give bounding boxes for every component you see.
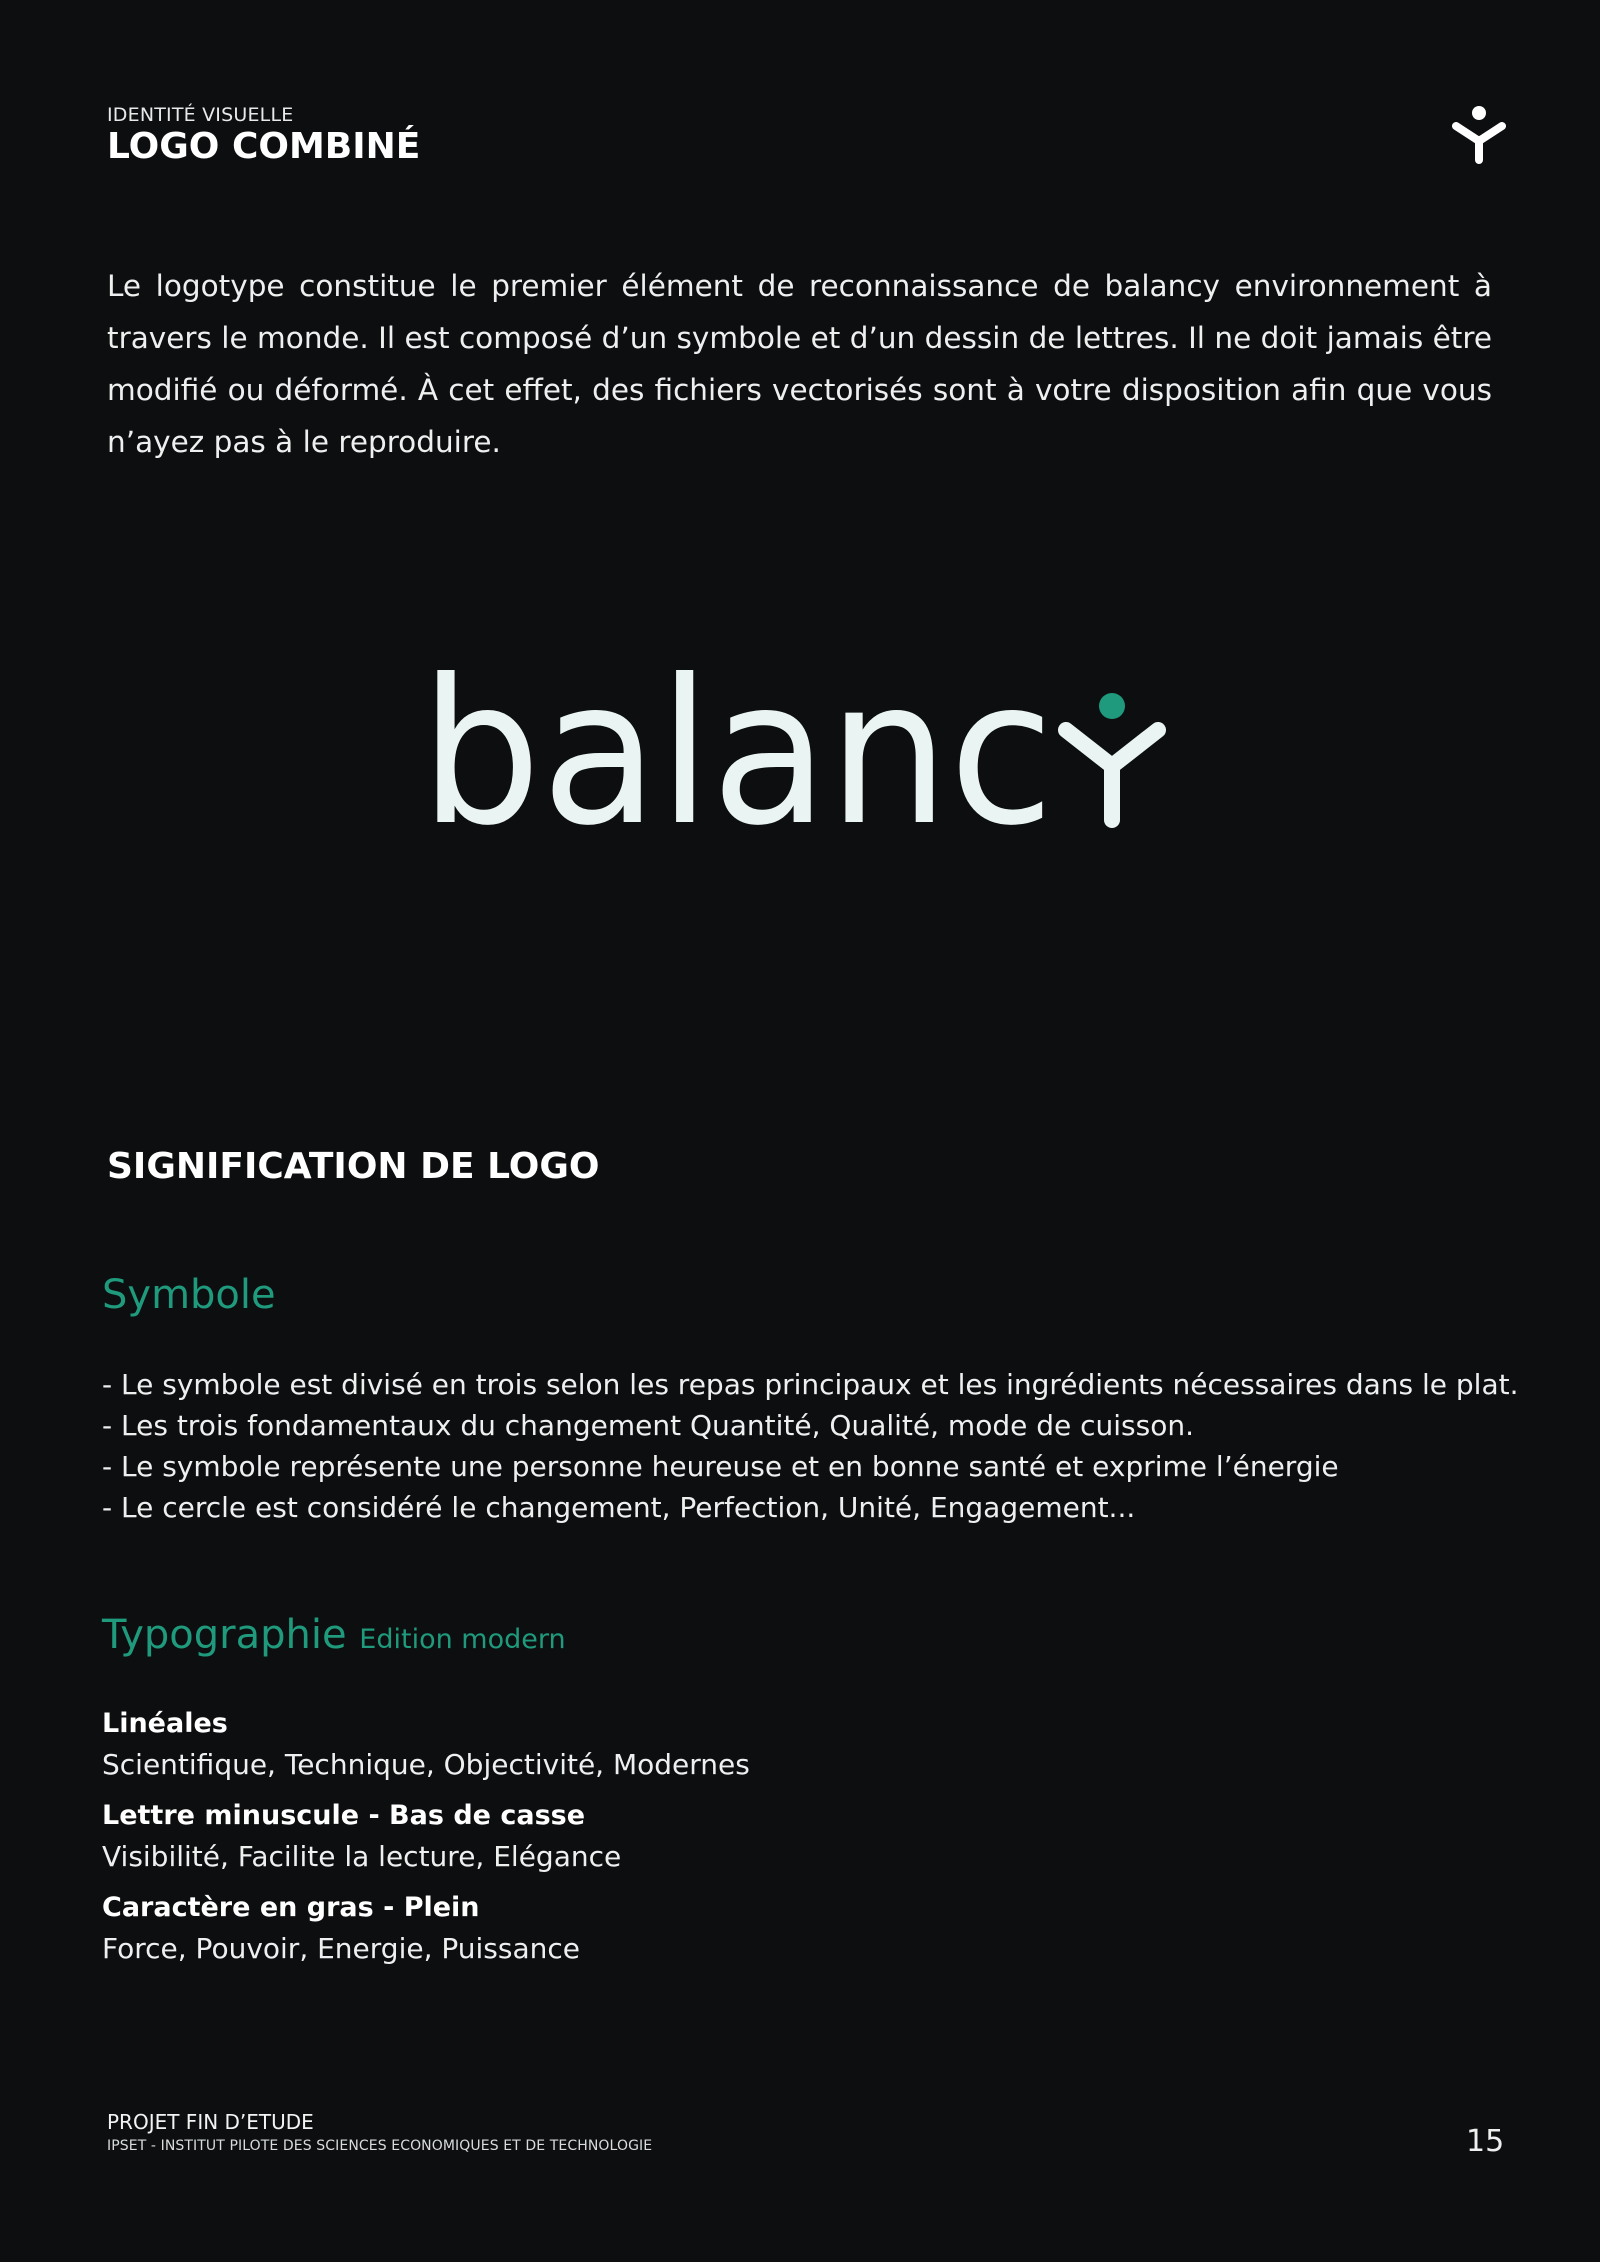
list-item <box>102 1888 750 1970</box>
list-item: - Les trois fondamentaux du changement Quantité, Qualité, mode de cuisson. <box>102 1409 1194 1442</box>
typo-term: Linéales <box>102 1708 228 1739</box>
list-item: - Le symbole représente une personne heureuse et en bonne santé et exprime l’énergie <box>102 1450 1339 1483</box>
typographie-title: Typographie <box>102 1612 347 1658</box>
section-eyebrow: IDENTITÉ VISUELLE <box>107 104 294 126</box>
balancy-logo <box>420 660 1180 830</box>
footer-subtitle: IPSET - INSTITUT PILOTE DES SCIENCES ECONOMIQUES ET DE TECHNOLOGIE <box>107 2138 653 2154</box>
typographie-subtitle: Edition modern <box>359 1624 566 1655</box>
page-number: 15 <box>1466 2124 1505 2159</box>
typo-description: Force, Pouvoir, Energie, Puissance <box>102 1932 580 1965</box>
typo-term: Caractère en gras - Plein <box>102 1892 480 1923</box>
intro-paragraph: Le logotype constitue le premier élément de reconnaissance de balancy environnement à travers le monde. Il est composé d’un symbole et d’un dessin de lettres. Il ne doit jamais être modifié ou déformé. À cet effet, des fichiers vectorisés sont à votre disposition afin que vous n’ayez pas à le reproduire. <box>107 268 1492 459</box>
logo-wordmark: balanc <box>420 660 1054 830</box>
list-item: - Le symbole est divisé en trois selon les repas principaux et les ingrédients nécessaires dans le plat. <box>102 1368 1519 1401</box>
symbole-heading: Symbole <box>102 1272 276 1318</box>
list-item: - Le cercle est considéré le changement, Perfection, Unité, Engagement... <box>102 1491 1136 1524</box>
typo-description: Scientifique, Technique, Objectivité, Modernes <box>102 1748 750 1781</box>
balancy-person-symbol-icon <box>1452 104 1506 164</box>
typographie-heading <box>102 1612 566 1658</box>
page-title: LOGO COMBINÉ <box>107 126 421 167</box>
typo-description: Visibilité, Facilite la lecture, Elégance <box>102 1840 622 1873</box>
section-title: SIGNIFICATION DE LOGO <box>107 1146 600 1187</box>
typographie-list <box>102 1704 750 1980</box>
symbole-bullets <box>102 1364 1518 1528</box>
list-item <box>102 1796 750 1878</box>
logo-symbol-icon <box>1066 693 1158 820</box>
footer-title: PROJET FIN D’ETUDE <box>107 2110 314 2134</box>
list-item <box>102 1704 750 1786</box>
typo-term: Lettre minuscule - Bas de casse <box>102 1800 586 1831</box>
